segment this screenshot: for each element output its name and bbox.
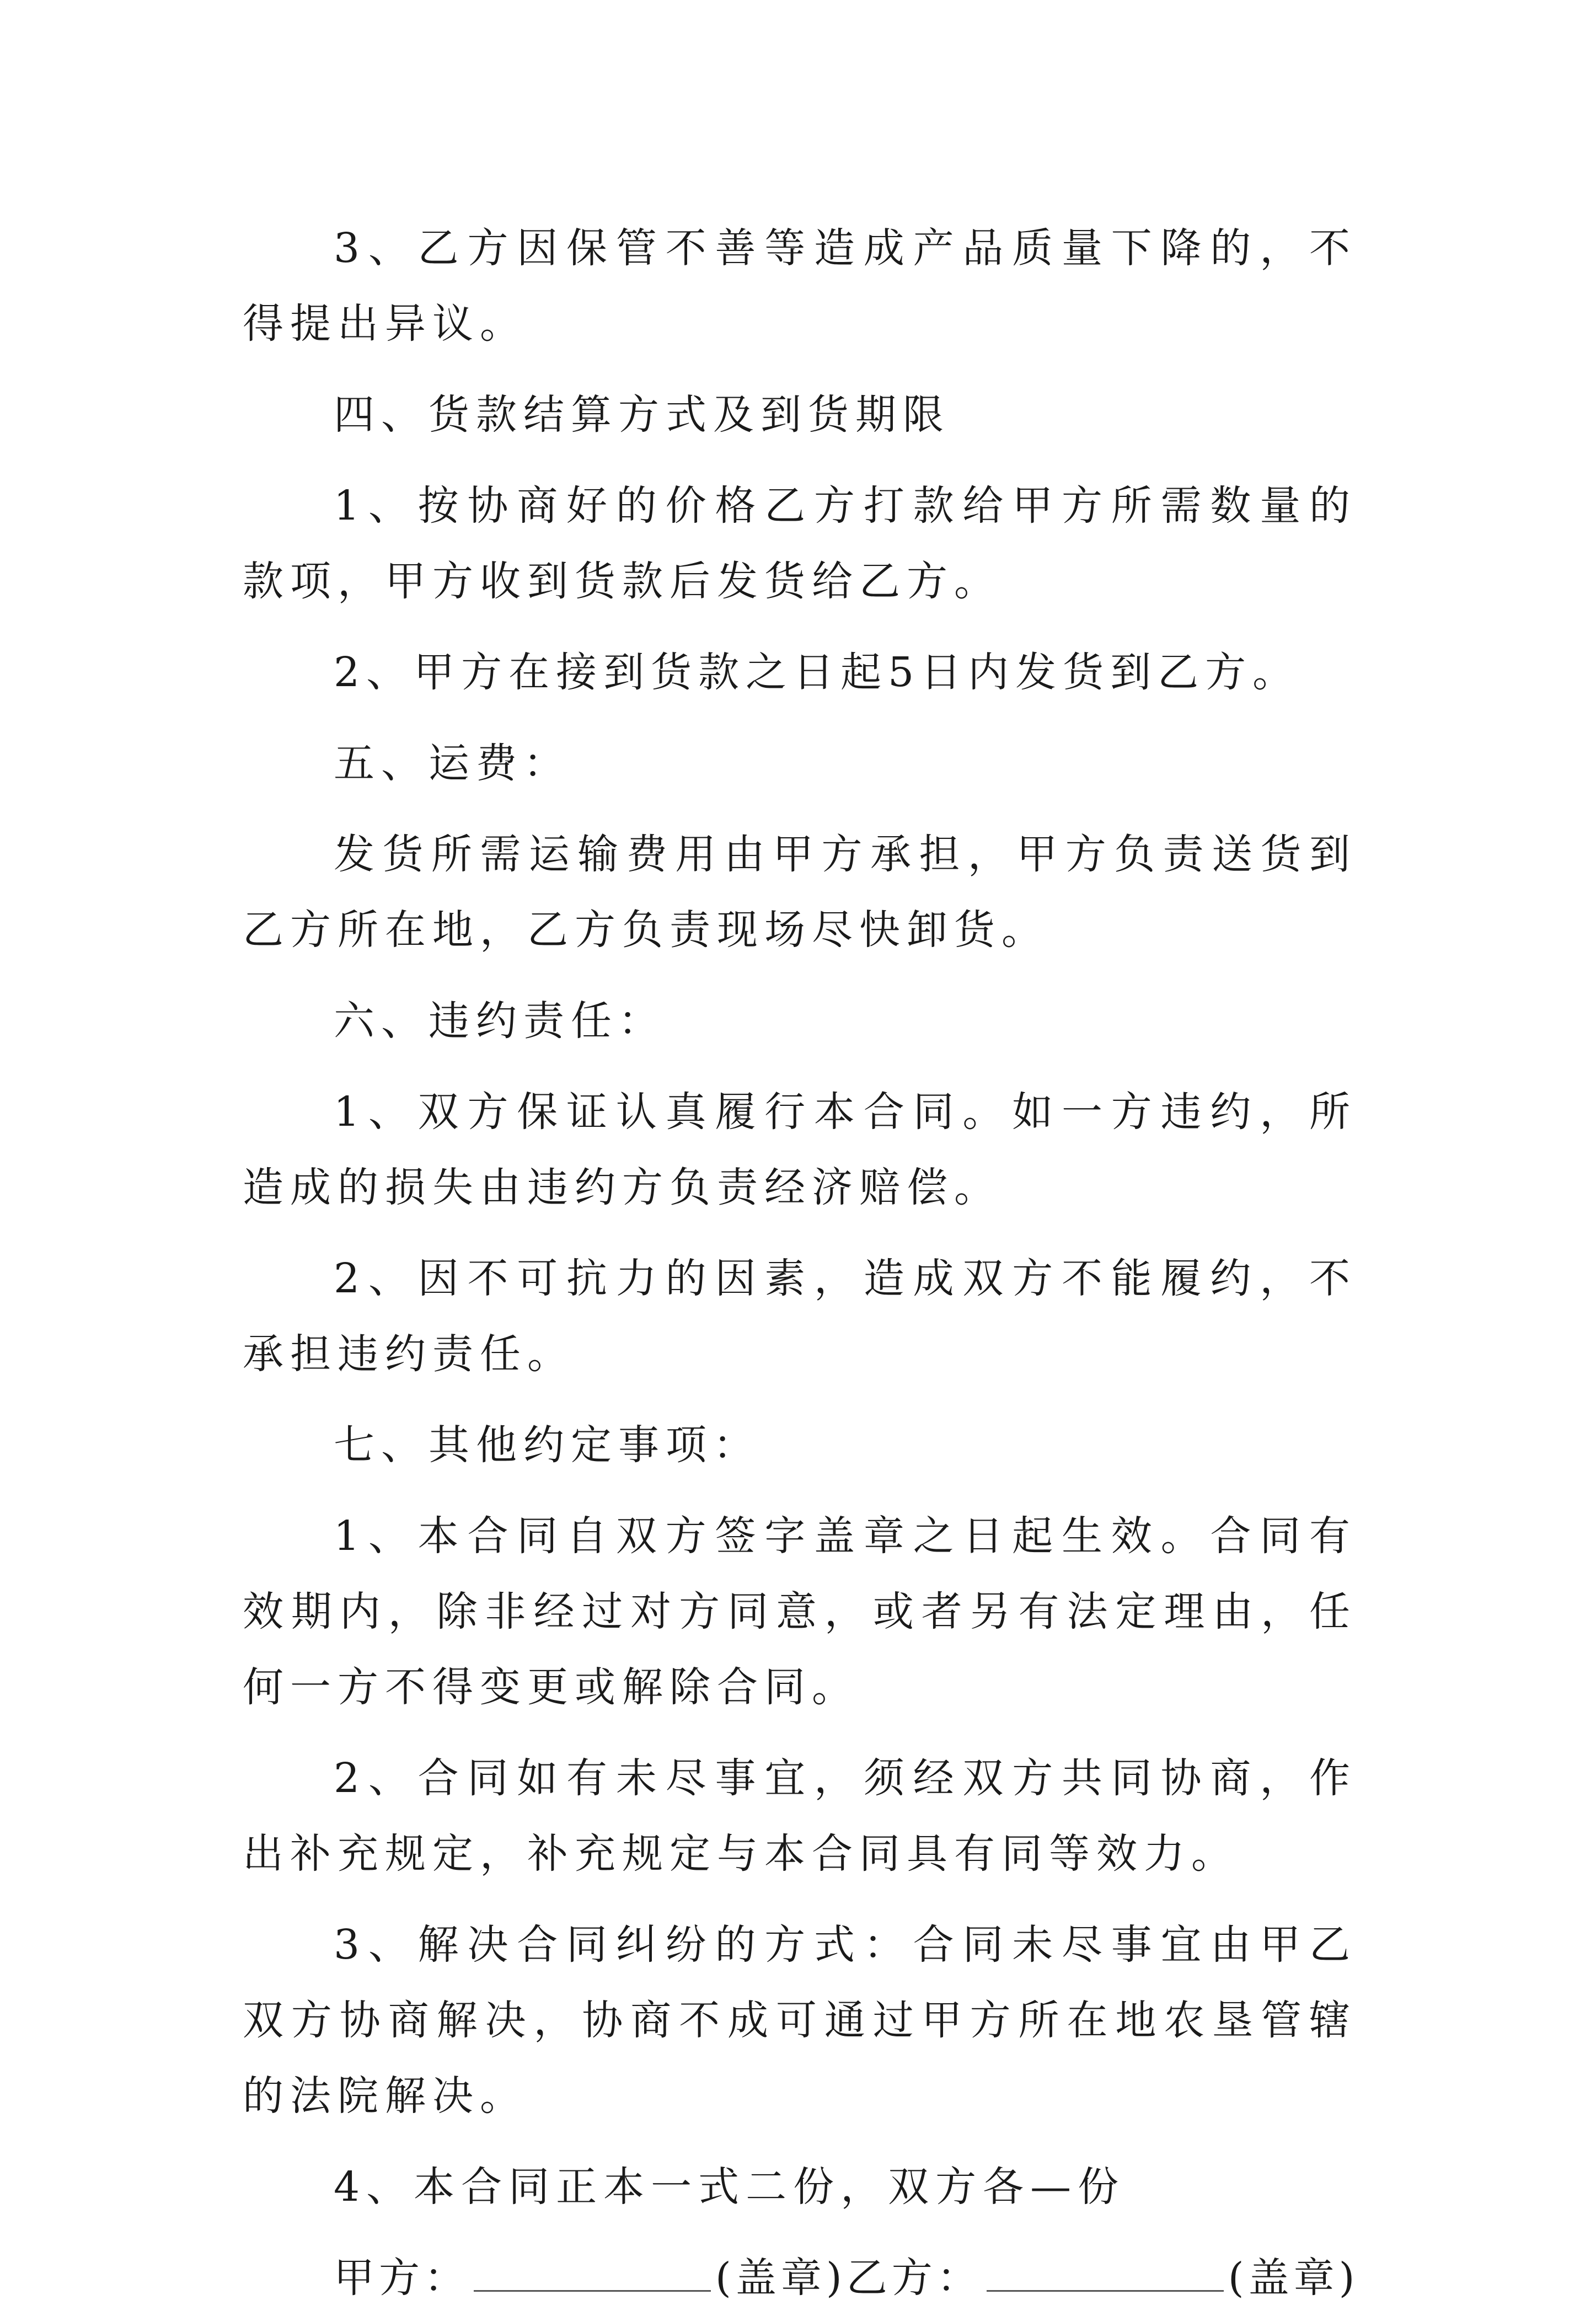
clause-3-quality: 3、乙方因保管不善等造成产品质量下降的，不得提出异议。 xyxy=(243,224,1357,347)
document-body xyxy=(243,211,1357,2316)
clause-7-2: 2、合同如有未尽事宜，须经双方共同协商，作出补充规定，补充规定与本合同具有同等效力。 xyxy=(243,1755,1357,1878)
section-6-heading: 六、违约责任： xyxy=(334,997,666,1045)
clause-4-1: 1、按协商好的价格乙方打款给甲方所需数量的款项，甲方收到货款后发货给乙方。 xyxy=(243,482,1357,605)
clause-7-4: 4、本合同正本一式二份，双方各—份 xyxy=(334,2163,1126,2211)
section-7-heading: 七、其他约定事项： xyxy=(334,1421,760,1469)
signature-line xyxy=(243,2240,1357,2316)
clause-6-1: 1、双方保证认真履行本合同。如一方违约，所造成的损失由违约方负责经济赔偿。 xyxy=(243,1088,1357,1211)
clause-6-2: 2、因不可抗力的因素，造成双方不能履约，不承担违约责任。 xyxy=(243,1255,1357,1378)
clause-4-2: 2、甲方在接到货款之日起5日内发货到乙方。 xyxy=(334,649,1300,696)
section-4-heading: 四、货款结算方式及到货期限 xyxy=(334,391,950,438)
party-b-signature-field xyxy=(987,2257,1224,2292)
party-a-seal: (盖章) xyxy=(715,2254,847,2302)
section-5-heading: 五、运费： xyxy=(334,740,571,787)
party-a-label: 甲方： xyxy=(334,2254,469,2302)
clause-7-1: 1、本合同自双方签字盖章之日起生效。合同有效期内，除非经过对方同意，或者另有法定理由，任何一方不得变更或解除合同。 xyxy=(243,1512,1357,1711)
party-b-label: 乙方： xyxy=(846,2254,982,2302)
party-b-seal: (盖章) xyxy=(1228,2254,1359,2302)
clause-5-freight: 发货所需运输费用由甲方承担，甲方负责送货到乙方所在地，乙方负责现场尽快卸货。 xyxy=(243,831,1357,954)
clause-7-3: 3、解决合同纠纷的方式：合同未尽事宜由甲乙双方协商解决，协商不成可通过甲方所在地农垦管辖的法院解决。 xyxy=(243,1921,1357,2120)
party-a-signature-field xyxy=(474,2257,711,2292)
